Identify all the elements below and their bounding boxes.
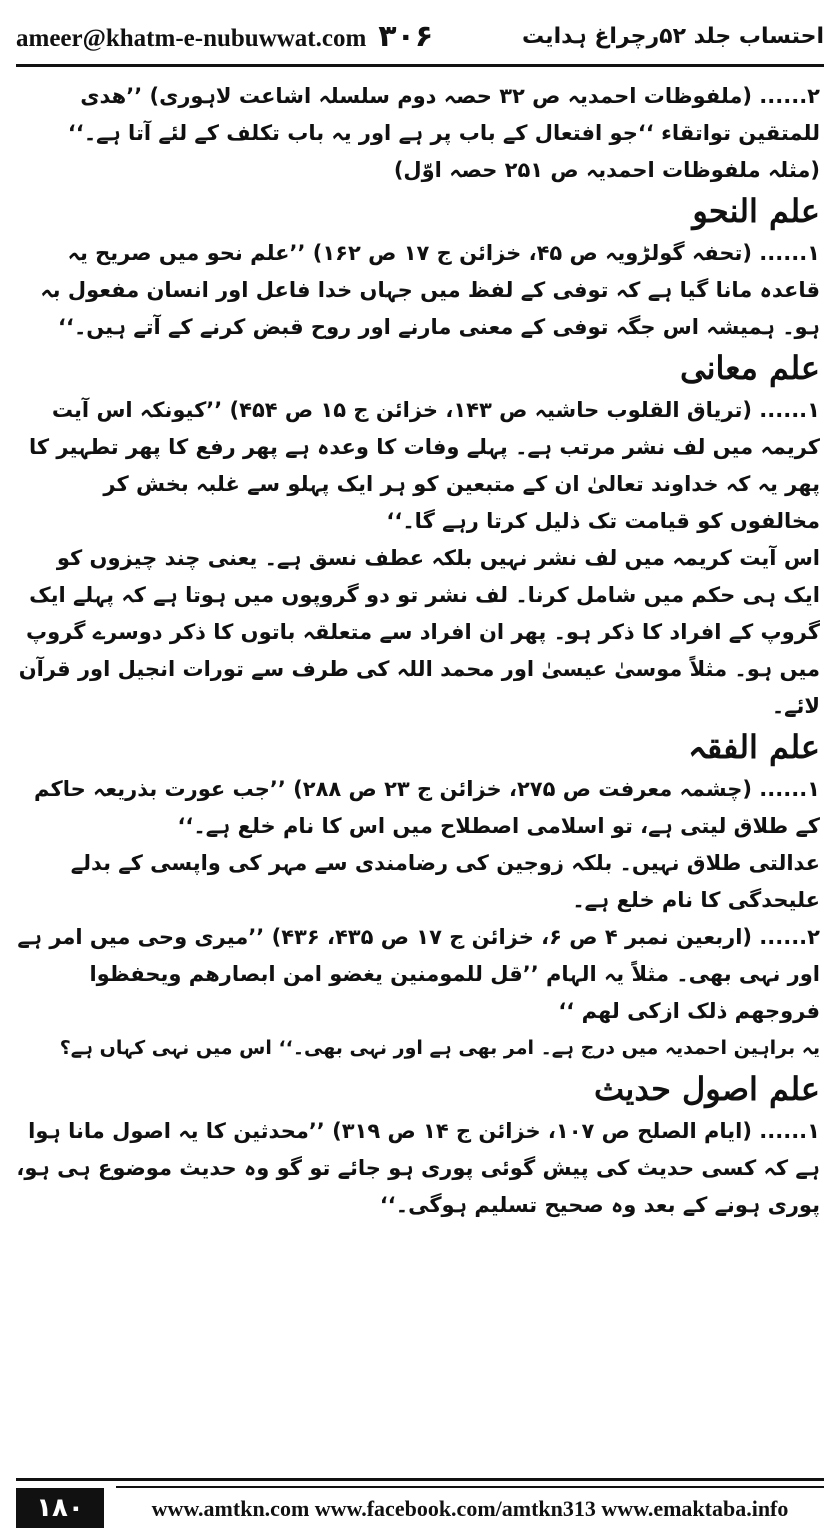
header-book-title: احتساب جلد ۵۲رچراغ ہدایت xyxy=(522,23,824,49)
footer-page-number: ۱۸۰ xyxy=(16,1488,104,1528)
footer-rule-secondary xyxy=(116,1486,824,1488)
heading-ilm-e-maani: علم معانی xyxy=(679,349,820,387)
header-left xyxy=(16,19,433,54)
paragraph-tiryaq-ul-quloob: ۱...... (تریاق القلوب حاشیہ ص ۱۴۳، خزائن ج ۱۵ ص ۴۵۴) ’’کیونکہ اس آیت کریمہ میں لف نشر مرتب ہے۔ پہلے وفات کا وعدہ ہے پھر رفع کا پھر تطہیر کا پھر یہ کہ خداوند تعالیٰ ان کے متبعین کو ہر ایک پہلو سے غلبہ بخش کر مخالفوں کو قیامت تک ذلیل کرتا رہے گا۔‘‘ xyxy=(29,398,820,533)
paragraph-arbaeen: ۲...... (اربعین نمبر ۴ ص ۶، خزائن ج ۱۷ ص ۴۳۵، ۴۳۶) ’’میری وحی میں امر ہے اور نہی بھی۔ مثلاً یہ الہام ’’قل للمومنین یغضو امن ابصارھم ویحفظوا فروجھم ذلک ازکی لھم ‘‘ xyxy=(17,925,820,1023)
paragraph-malfuzat: ۲...... (ملفوظات احمدیہ ص ۳۲ حصہ دوم سلسلہ اشاعت لاہوری) ’’ھدی للمتقین تواتقاء ‘‘جو افتعال کے باب پر ہے اور یہ باب تکلف کے لئے آتا ہے۔‘‘ (مثلہ ملفوظات احمدیہ ص ۲۵۱ حصہ اوّل) xyxy=(67,84,820,182)
page-footer xyxy=(16,1478,824,1530)
page-content xyxy=(16,78,820,1468)
paragraph-barahin: یہ براہین احمدیہ میں درج ہے۔ امر بھی ہے اور نہی بھی۔‘‘ اس میں نہی کہاں ہے؟ xyxy=(59,1037,820,1059)
heading-ilm-ul-fiqh: علم الفقہ xyxy=(688,728,820,766)
paragraph-tuhfa-golarwia: ۱...... (تحفہ گولڑویہ ص ۴۵، خزائن ج ۱۷ ص ۱۶۲) ’’علم نحو میں صریح یہ قاعدہ مانا گیا ہے کہ توفی کے لفظ میں جہاں خدا فاعل اور انسان مفعول بہ ہو۔ ہمیشہ اس جگہ توفی کے معنی مارنے اور روح قبض کرنے کے آتے ہیں۔‘‘ xyxy=(40,241,820,339)
paragraph-chashma-marifat: ۱...... (چشمہ معرفت ص ۲۷۵، خزائن ج ۲۳ ص ۲۸۸) ’’جب عورت بذریعہ حاکم کے طلاق لیتی ہے، تو اسلامی اصطلاح میں اس کا نام خلع ہے۔‘‘ xyxy=(34,777,820,838)
paragraph-ayyam-us-sulh: ۱...... (ایام الصلح ص ۱۰۷، خزائن ج ۱۴ ص ۳۱۹) ’’محدثین کا یہ اصول مانا ہوا ہے کہ کسی حدیث کی پیش گوئی پوری ہو جائے تو گو وہ حدیث موضوع ہی ہو، پوری ہونے کے بعد وہ صحیح تسلیم ہوگی۔‘‘ xyxy=(16,1119,820,1217)
header-rule xyxy=(16,64,824,67)
footer-rule xyxy=(16,1478,824,1481)
page-header xyxy=(16,12,824,60)
header-page-number: ۳۰۶ xyxy=(378,18,434,54)
paragraph-khula: عدالتی طلاق نہیں۔ بلکہ زوجین کی رضامندی سے مہر کی واپسی کے بدلے علیحدگی کا نام خلع ہے۔ xyxy=(70,851,820,912)
heading-ilm-usool-hadith: علم اصول حدیث xyxy=(593,1070,820,1108)
footer-website-links: www.amtkn.com www.facebook.com/amtkn313 www.emaktaba.info xyxy=(151,1496,789,1521)
header-email: ameer@khatm-e-nubuwwat.com xyxy=(16,24,367,52)
heading-ilm-un-nahw: علم النحو xyxy=(692,192,820,230)
paragraph-atf-nasq: اس آیت کریمہ میں لف نشر نہیں بلکہ عطف نسق ہے۔ یعنی چند چیزوں کو ایک ہی حکم میں شامل کرنا۔ لف نشر تو دو گروپوں میں ہوتا ہے کہ پہلے ایک گروپ کے افراد کا ذکر ہو۔ پھر ان افراد سے متعلقہ باتوں کا ذکر دوسرے گروپ میں ہو۔ مثلاً موسیٰ عیسیٰ اور محمد اللہ کی طرف سے تورات انجیل اور قرآن لائے۔ xyxy=(18,546,820,718)
